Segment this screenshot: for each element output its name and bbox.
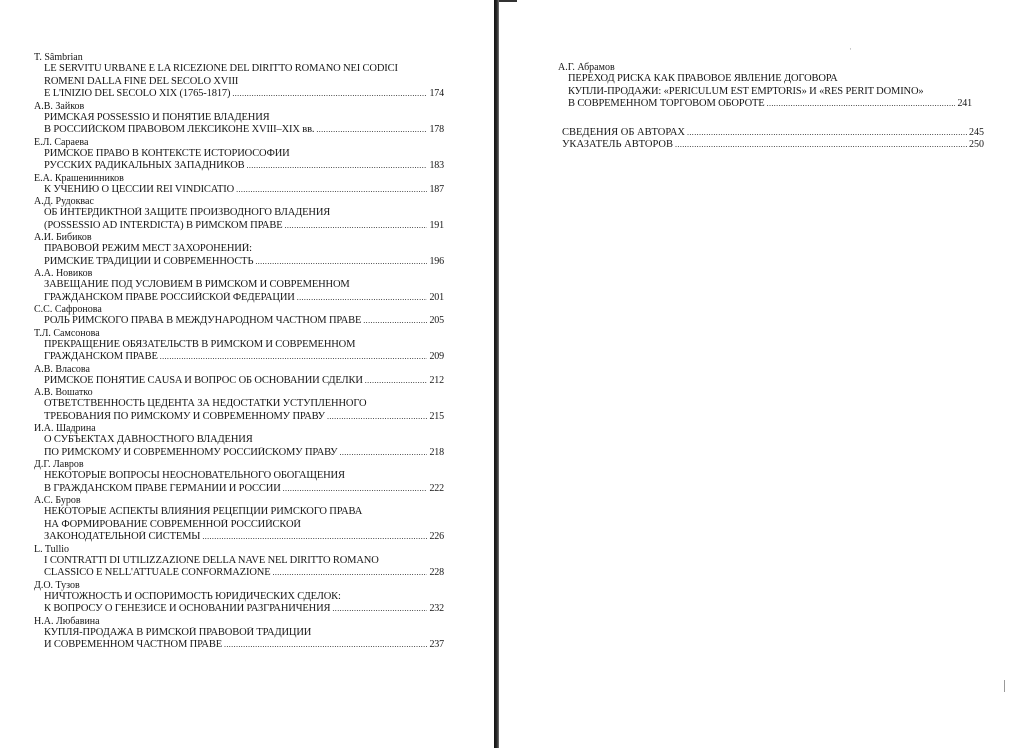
toc-author: А.В. Власова xyxy=(34,363,90,375)
toc-entry xyxy=(34,232,444,268)
toc-title-line xyxy=(34,506,444,519)
toc-entry xyxy=(34,364,444,388)
page-number: 250 xyxy=(969,139,984,150)
toc-entry xyxy=(34,580,444,616)
toc-entry xyxy=(34,616,444,652)
toc-entry xyxy=(34,101,444,137)
toc-title-text: РИМСКОЕ ПРАВО В КОНТЕКСТЕ ИСТОРИОСОФИИ xyxy=(44,147,290,159)
toc-title-line xyxy=(34,398,444,411)
toc-title-line xyxy=(34,411,444,424)
leader-dots xyxy=(224,639,427,652)
leader-dots xyxy=(363,315,427,328)
toc-title-text: РУССКИХ РАДИКАЛЬНЫХ ЗАПАДНИКОВ xyxy=(44,160,245,171)
leader-dots xyxy=(160,351,428,364)
toc-title-text: ОБ ИНТЕРДИКТНОЙ ЗАЩИТЕ ПРОИЗВОДНОГО ВЛАДЕНИЯ xyxy=(44,207,331,218)
toc-title-text: В РОССИЙСКОМ ПРАВОВОМ ЛЕКСИКОНЕ XVIII–XIX вв. xyxy=(44,124,315,135)
toc-title-text: РИМСКИЕ ТРАДИЦИИ И СОВРЕМЕННОСТЬ xyxy=(44,255,254,267)
toc-author: Д.О. Тузов xyxy=(34,579,80,591)
toc-title-line xyxy=(34,639,444,652)
leader-dots xyxy=(316,124,427,137)
toc-title-text: CLASSICO E NELL'ATTUALE CONFORMAZIONE xyxy=(44,567,271,578)
toc-author: Е.А. Крашенинников xyxy=(34,172,124,184)
toc-title-line xyxy=(34,603,444,616)
page-number: 241 xyxy=(957,98,972,109)
toc-title-line xyxy=(34,447,444,460)
toc-title-text: ЗАВЕЩАНИЕ ПОД УСЛОВИЕМ В РИМСКОМ И СОВРЕМЕННОМ xyxy=(44,279,350,290)
toc-title-line xyxy=(34,63,444,76)
toc-entry xyxy=(34,52,444,101)
toc-title-line xyxy=(34,124,444,137)
toc-author: Е.Л. Сараева xyxy=(34,136,89,148)
toc-title-line xyxy=(558,86,972,99)
toc-title-text: НА ФОРМИРОВАНИЕ СОВРЕМЕННОЙ РОССИЙСКОЙ xyxy=(44,518,301,530)
sections-list xyxy=(562,127,984,151)
toc-title-line xyxy=(34,160,444,173)
toc-title-text: К УЧЕНИЮ О ЦЕССИИ REI VINDICATIO xyxy=(44,183,235,195)
leader-dots xyxy=(675,139,967,151)
page-number: 201 xyxy=(429,291,444,303)
toc-author: С.С. Сафронова xyxy=(34,304,102,315)
toc-author: А.Г. Абрамов xyxy=(558,62,615,73)
toc-entry xyxy=(34,328,444,364)
page-number: 174 xyxy=(429,88,444,99)
toc-title-text: ПЕРЕХОД РИСКА КАК ПРАВОВОЕ ЯВЛЕНИЕ ДОГОВОРА xyxy=(568,73,838,84)
toc-title-line xyxy=(34,483,444,496)
leader-dots xyxy=(365,375,428,388)
toc-title-text: ПО РИМСКОМУ И СОВРЕМЕННОМУ РОССИЙСКОМУ ПРАВУ xyxy=(44,446,338,458)
toc-title-line xyxy=(34,339,444,352)
section-label: УКАЗАТЕЛЬ АВТОРОВ xyxy=(562,139,674,150)
page-number: 196 xyxy=(429,255,444,267)
toc-title-line xyxy=(34,627,444,640)
page-number: 209 xyxy=(429,351,444,362)
toc-author: T. Sâmbrian xyxy=(34,52,83,63)
toc-author: Т.Л. Самсонова xyxy=(34,327,100,339)
page-number: 226 xyxy=(429,531,444,542)
page-number: 187 xyxy=(429,183,444,195)
toc-title-text: ПРАВОВОЙ РЕЖИМ МЕСТ ЗАХОРОНЕНИЙ: xyxy=(44,243,252,254)
toc-title-line xyxy=(34,375,444,388)
leader-dots xyxy=(297,292,428,305)
leader-dots xyxy=(767,98,956,111)
toc-title-line xyxy=(34,292,444,305)
leader-dots xyxy=(332,603,427,616)
toc-title-line xyxy=(34,555,444,568)
toc-title-text: ROMENI DALLA FINE DEL SECOLO XVIII xyxy=(44,75,239,87)
toc-title-text: К ВОПРОСУ О ГЕНЕЗИСЕ И ОСНОВАНИИ РАЗГРАНИЧЕНИЯ xyxy=(44,603,331,614)
toc-title-text: НЕКОТОРЫЕ ВОПРОСЫ НЕОСНОВАТЕЛЬНОГО ОБОГАЩЕНИЯ xyxy=(44,470,345,481)
toc-title-text: ГРАЖДАНСКОМ ПРАВЕ РОССИЙСКОЙ ФЕДЕРАЦИИ xyxy=(44,291,295,303)
scan-speck: · xyxy=(849,44,852,54)
toc-author: А.С. Буров xyxy=(34,495,81,506)
page-number: 245 xyxy=(969,127,984,138)
toc-title-line xyxy=(34,256,444,269)
page-number: 212 xyxy=(429,374,444,386)
toc-author: А.В. Зайков xyxy=(34,100,85,112)
leader-dots xyxy=(247,160,428,173)
toc-title-text: ОТВЕТСТВЕННОСТЬ ЦЕДЕНТА ЗА НЕДОСТАТКИ УСТУПЛЕННОГО xyxy=(44,398,367,409)
toc-title-text: РИМСКОЕ ПОНЯТИЕ CAUSA И ВОПРОС ОБ ОСНОВАНИИ СДЕЛКИ xyxy=(44,374,363,386)
toc-title-line xyxy=(34,148,444,161)
toc-entry xyxy=(34,268,444,304)
leader-dots xyxy=(202,531,427,544)
page-number: 178 xyxy=(429,124,444,135)
toc-title-line xyxy=(34,112,444,125)
toc-title-text: РОЛЬ РИМСКОГО ПРАВА В МЕЖДУНАРОДНОМ ЧАСТНОМ ПРАВЕ xyxy=(44,315,362,326)
toc-author: А.Д. Рудоквас xyxy=(34,196,94,207)
toc-author: И.А. Шадрина xyxy=(34,423,96,434)
toc-entry xyxy=(34,423,444,459)
toc-title-text: НИЧТОЖНОСТЬ И ОСПОРИМОСТЬ ЮРИДИЧЕСКИХ СДЕЛОК: xyxy=(44,590,341,602)
leader-dots xyxy=(687,127,967,139)
page-number: 218 xyxy=(429,446,444,458)
scan-edge-mark xyxy=(1004,680,1005,692)
toc-title-line xyxy=(34,567,444,580)
toc-title-text: В СОВРЕМЕННОМ ТОРГОВОМ ОБОРОТЕ xyxy=(568,98,765,109)
toc-author: А.А. Новиков xyxy=(34,268,93,279)
toc-title-text: О СУБЪЕКТАХ ДАВНОСТНОГО ВЛАДЕНИЯ xyxy=(44,434,253,445)
toc-title-line xyxy=(34,88,444,101)
leader-dots xyxy=(283,483,428,496)
toc-title-text: ГРАЖДАНСКОМ ПРАВЕ xyxy=(44,351,158,362)
toc-title-text: ТРЕБОВАНИЯ ПО РИМСКОМУ И СОВРЕМЕННОМУ ПРАВУ xyxy=(44,410,325,422)
section-entry-authors-info xyxy=(562,127,984,139)
toc-entry xyxy=(34,137,444,173)
toc-entry xyxy=(34,544,444,580)
toc-title-text: КУПЛЯ-ПРОДАЖА В РИМСКОЙ ПРАВОВОЙ ТРАДИЦИИ xyxy=(44,626,312,638)
toc-title-text: ЗАКОНОДАТЕЛЬНОЙ СИСТЕМЫ xyxy=(44,531,201,542)
toc-title-text: I CONTRATTI DI UTILIZZAZIONE DELLA NAVE NEL DIRITTO ROMANO xyxy=(44,554,379,566)
toc-title-line xyxy=(34,434,444,447)
toc-title-line xyxy=(34,184,444,197)
toc-title-text: ПРЕКРАЩЕНИЕ ОБЯЗАТЕЛЬСТВ В РИМСКОМ И СОВРЕМЕННОМ xyxy=(44,338,356,350)
toc-entry xyxy=(34,173,444,197)
page-number: 232 xyxy=(429,603,444,614)
toc-title-text: И СОВРЕМЕННОМ ЧАСТНОМ ПРАВЕ xyxy=(44,639,222,650)
toc-entry xyxy=(34,387,444,423)
toc-title-line xyxy=(34,243,444,256)
toc-author: А.В. Вошатко xyxy=(34,387,93,398)
page-number: 191 xyxy=(429,219,444,231)
leader-dots xyxy=(284,220,427,233)
toc-title-line xyxy=(34,315,444,328)
toc-author: Д.Г. Лавров xyxy=(34,459,84,470)
toc-title-text: E L'INIZIO DEL SECOLO XIX (1765-1817) xyxy=(44,88,231,99)
toc-title-line xyxy=(34,207,444,220)
toc-title-line xyxy=(558,73,972,86)
toc-entry xyxy=(34,495,444,544)
leader-dots xyxy=(339,447,427,460)
page-number: 222 xyxy=(429,482,444,494)
table-of-contents-right xyxy=(558,62,972,111)
page-number: 215 xyxy=(429,410,444,422)
toc-title-line xyxy=(34,220,444,233)
page-number: 205 xyxy=(429,315,444,326)
leader-dots xyxy=(255,256,427,269)
right-page xyxy=(499,0,1024,748)
toc-title-text: РИМСКАЯ POSSESSIO И ПОНЯТИЕ ВЛАДЕНИЯ xyxy=(44,111,270,123)
toc-title-text: (POSSESSIO AD INTERDICTA) В РИМСКОМ ПРАВЕ xyxy=(44,219,283,231)
toc-author: L. Tullio xyxy=(34,543,70,555)
toc-title-line xyxy=(34,591,444,604)
toc-title-text: В ГРАЖДАНСКОМ ПРАВЕ ГЕРМАНИИ И РОССИИ xyxy=(44,482,281,494)
leader-dots xyxy=(272,567,427,580)
toc-title-line xyxy=(34,76,444,89)
toc-title-line xyxy=(34,531,444,544)
leader-dots xyxy=(236,184,427,197)
toc-title-line xyxy=(34,351,444,364)
toc-title-line xyxy=(34,519,444,532)
toc-entry xyxy=(34,196,444,232)
toc-author: А.И. Бибиков xyxy=(34,232,92,243)
toc-entry xyxy=(34,459,444,495)
section-entry-authors-index xyxy=(562,139,984,151)
leader-dots xyxy=(327,411,427,424)
toc-title-text: КУПЛИ-ПРОДАЖИ: «PERICULUM EST EMPTORIS» И «RES PERIT DOMINO» xyxy=(568,85,924,97)
section-label: СВЕДЕНИЯ ОБ АВТОРАХ xyxy=(562,127,685,138)
page-number: 237 xyxy=(429,639,444,650)
toc-title-text: LE SERVITÙ URBANE E LA RICEZIONE DEL DIRITTO ROMANO NEI CODICI xyxy=(44,63,398,74)
page-number: 228 xyxy=(429,567,444,578)
toc-title-text: НЕКОТОРЫЕ АСПЕКТЫ ВЛИЯНИЯ РЕЦЕПЦИИ РИМСКОГО ПРАВА xyxy=(44,506,363,517)
leader-dots xyxy=(232,88,427,101)
toc-title-line xyxy=(558,98,972,111)
page-number: 183 xyxy=(429,160,444,171)
toc-title-line xyxy=(34,279,444,292)
toc-title-line xyxy=(34,470,444,483)
toc-entry xyxy=(34,304,444,328)
toc-author: Н.А. Любавина xyxy=(34,615,100,627)
table-of-contents-left xyxy=(34,52,444,652)
toc-entry xyxy=(558,62,972,111)
